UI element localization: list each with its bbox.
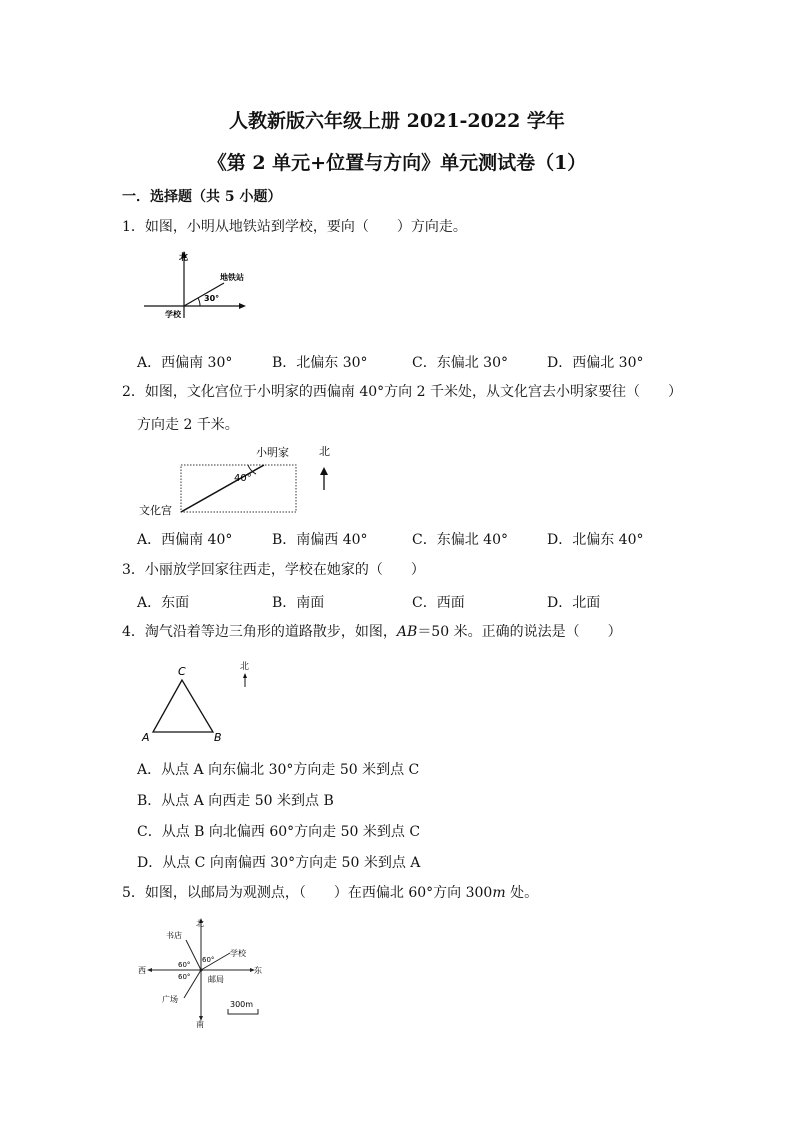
q5-scale-bar — [228, 1009, 258, 1014]
q2-home-label: 小明家 — [256, 446, 289, 459]
q2-option-d[interactable]: D．北偏东 40° — [547, 532, 644, 548]
q2-option-b[interactable]: B．南偏西 40° — [272, 532, 368, 548]
q1-option-b[interactable]: B．北偏东 30° — [272, 355, 368, 371]
q5-square-label: 广场 — [162, 995, 178, 1004]
title-line-1: 人教新版六年级上册 2021-2022 学年 — [229, 110, 565, 132]
q3-option-b[interactable]: B．南面 — [272, 595, 325, 611]
q4-north-label: 北 — [240, 662, 250, 672]
q5-south-label: 南 — [196, 1020, 204, 1029]
question-1-text: 1．如图，小明从地铁站到学校，要向（ ）方向走。 — [122, 219, 467, 235]
q4-figure — [140, 660, 270, 744]
q1-east-arrow — [239, 303, 246, 309]
q5-west-arrow — [147, 968, 152, 972]
q4-option-a[interactable]: A．从点 A 向东偏北 30°方向走 50 米到点 C — [137, 762, 420, 778]
q4-text-after: ＝50 米。正确的说法是（ ） — [417, 624, 622, 640]
q2-angle-label: 40° — [234, 473, 252, 484]
q2-option-c[interactable]: C．东偏北 40° — [412, 532, 508, 548]
q2-north-label: 北 — [319, 445, 330, 458]
section-heading: 一．选择题（共 5 小题） — [122, 189, 282, 205]
q4-option-b[interactable]: B．从点 A 向西走 50 米到点 B — [137, 793, 334, 809]
q4-option-d[interactable]: D．从点 C 向南偏西 30°方向走 50 米到点 A — [137, 855, 421, 871]
q5-bookstore-label: 书店 — [166, 931, 182, 940]
q5-north-label: 北 — [196, 919, 204, 928]
q5-east-label: 东 — [254, 966, 262, 975]
question-2-text: 2．如图，文化宫位于小明家的西偏南 40°方向 2 千米处，从文化宫去小明家要往（ ） — [122, 384, 682, 400]
q4-option-c[interactable]: C．从点 B 向北偏西 60°方向走 50 米到点 C — [137, 824, 421, 840]
q5-text-before: 5．如图，以邮局为观测点，（ ）在西偏北 60°方向 300 — [122, 885, 493, 901]
q5-scale-label: 300m — [230, 1000, 254, 1009]
q5-post-office-point — [200, 969, 203, 972]
q5-angle-1: 60° — [178, 961, 191, 969]
q1-option-c[interactable]: C．东偏北 30° — [412, 355, 508, 371]
q5-angle-3: 60° — [178, 973, 191, 981]
q1-school-label: 学校 — [165, 310, 181, 319]
q4-vertex-c: C — [178, 665, 186, 678]
q2-option-a[interactable]: A．西偏南 40° — [137, 532, 233, 548]
q1-figure — [140, 248, 260, 348]
q2-palace-label: 文化宫 — [139, 504, 172, 517]
q1-station-label: 地铁站 — [220, 273, 244, 282]
q1-option-d[interactable]: D．西偏北 30° — [547, 355, 644, 371]
q5-text-after: 处。 — [505, 885, 539, 901]
q2-figure — [138, 440, 338, 520]
q3-option-c[interactable]: C．西面 — [412, 595, 465, 611]
q3-option-d[interactable]: D．北面 — [547, 595, 601, 611]
question-3-text: 3．小丽放学回家往西走，学校在她家的（ ） — [122, 562, 425, 578]
q1-option-a[interactable]: A．西偏南 30° — [137, 355, 233, 371]
q1-north-label: 北 — [179, 253, 189, 263]
q5-figure — [138, 912, 278, 1028]
q4-north-arrow-head — [243, 673, 247, 678]
q5-post-label: 邮局 — [208, 975, 224, 984]
q5-angle-2: 60° — [202, 956, 215, 964]
q4-vertex-b: B — [214, 731, 222, 744]
q4-vertex-a: A — [142, 731, 150, 744]
question-4-text — [122, 622, 622, 642]
q2-north-arrow-head — [320, 467, 328, 475]
q5-school-label: 学校 — [230, 949, 246, 958]
q4-triangle — [153, 680, 213, 732]
q4-text-var: AB — [396, 624, 418, 640]
q4-text-before: 4．淘气沿着等边三角形的道路散步，如图， — [122, 624, 397, 640]
question-2-continuation: 方向走 2 千米。 — [137, 417, 239, 433]
q5-text-unit: m — [492, 885, 506, 901]
q1-angle-label: 30° — [204, 294, 220, 303]
q3-option-a[interactable]: A．东面 — [137, 595, 190, 611]
question-5-text — [122, 883, 538, 903]
title-line-2: 《第 2 单元+位置与方向》单元测试卷（1） — [207, 152, 587, 174]
q5-west-label: 西 — [138, 966, 146, 975]
q1-angle-arc — [198, 298, 200, 306]
